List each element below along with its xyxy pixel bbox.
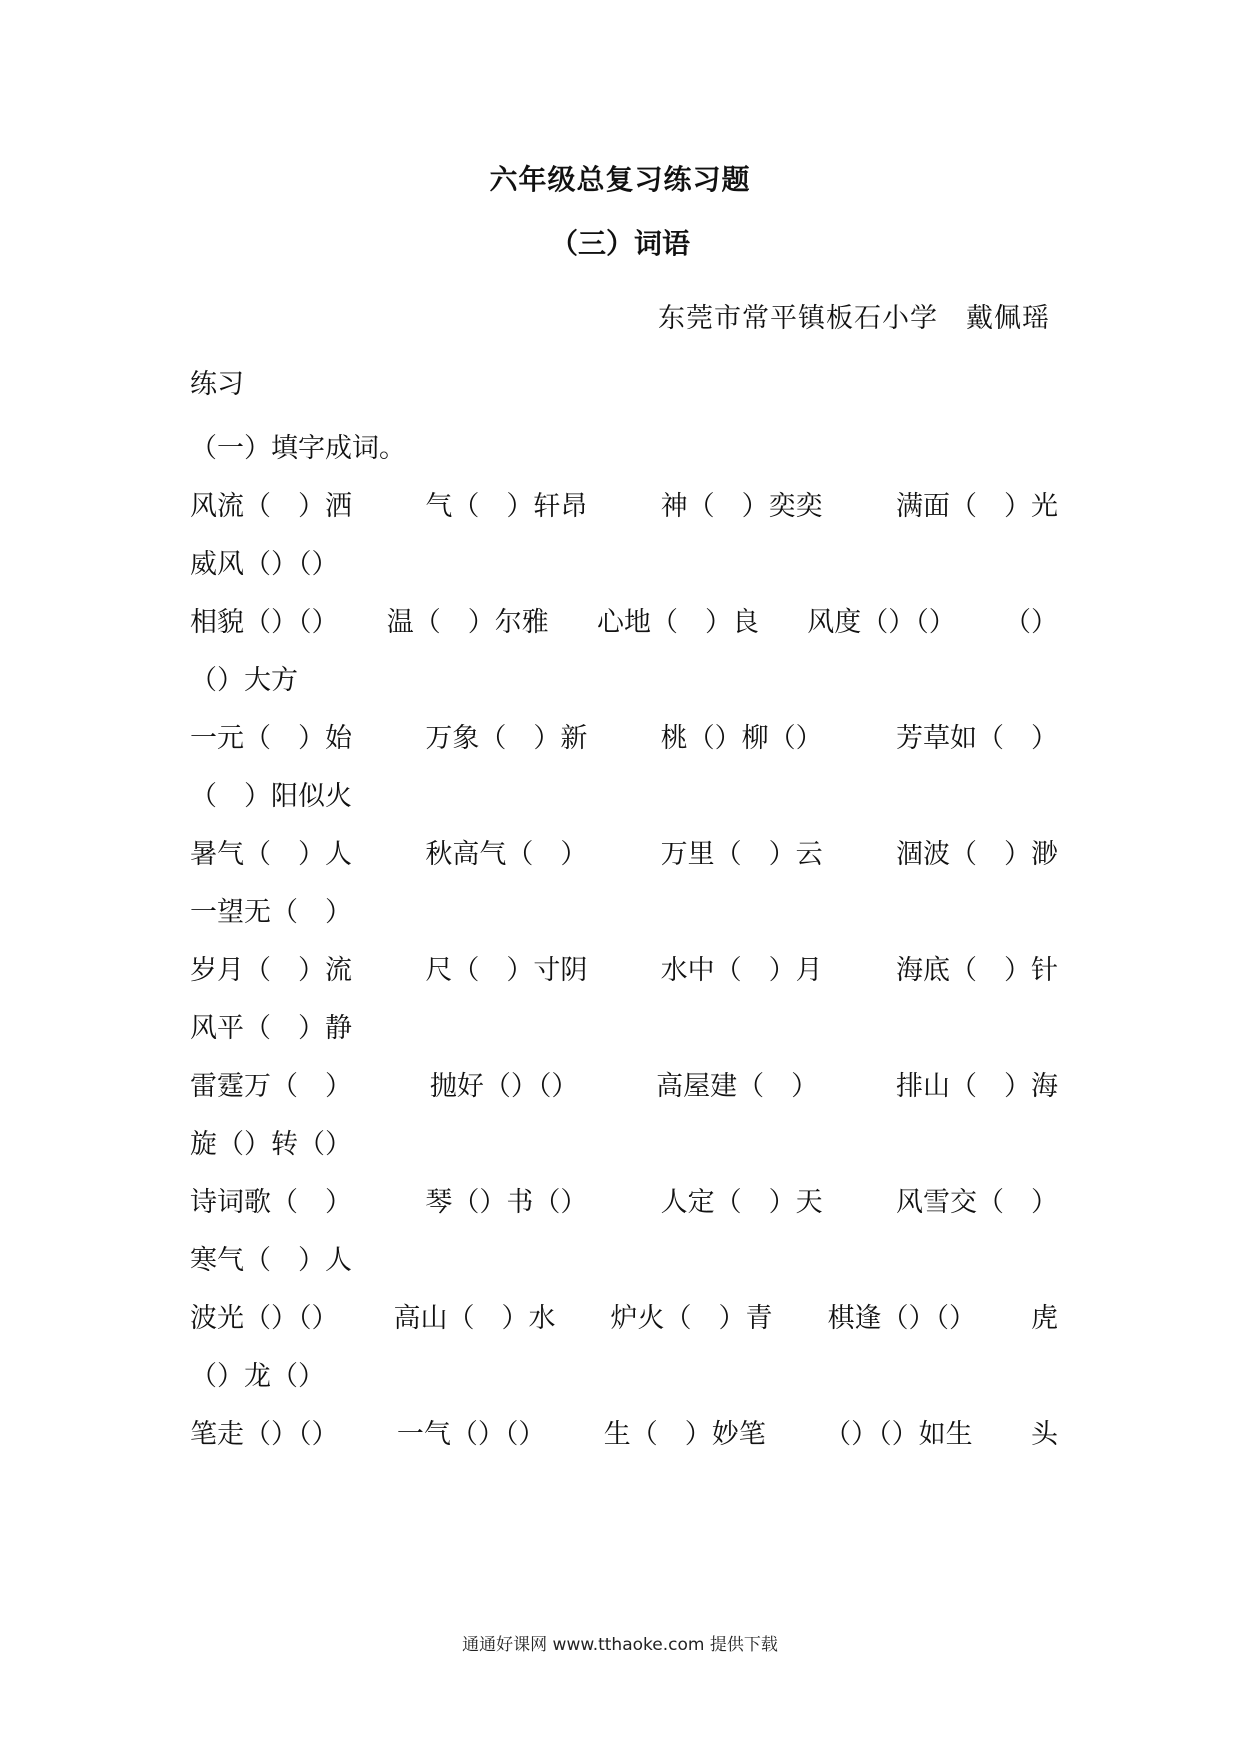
exercise-item: （）龙（）: [190, 1361, 325, 1392]
exercise-item: 水中（ ）月: [660, 955, 823, 986]
page-title: 六年级总复习练习题: [489, 163, 751, 196]
exercise-item: 满面（ ）光: [895, 491, 1058, 522]
exercise-item: 秋高气（ ）: [425, 839, 588, 870]
exercise-item: 风流（ ）洒: [190, 491, 352, 522]
exercise-line: [190, 1238, 1058, 1277]
exercise-item: 神（ ）奕奕: [660, 491, 823, 522]
exercise-item: 涸波（ ）渺: [895, 839, 1058, 870]
exercise-item: 心地（ ）良: [597, 607, 759, 638]
exercise-line: [190, 1006, 1058, 1045]
exercise-line: [190, 948, 1058, 987]
exercise-item: 高山（ ）水: [393, 1303, 556, 1334]
exercise-item: 生（ ）妙笔: [603, 1419, 766, 1450]
exercise-item: 棋逢（）（）: [827, 1303, 976, 1334]
exercise-item: 排山（ ）海: [895, 1071, 1058, 1102]
exercise-line: [190, 542, 1058, 581]
exercise-item: 诗词歌（ ）: [190, 1187, 352, 1218]
exercise-line: [190, 600, 1058, 639]
exercise-item: 风度（）（）: [807, 607, 956, 638]
exercise-item: 一元（ ）始: [190, 723, 352, 754]
exercise-item: 海底（ ）针: [895, 955, 1058, 986]
exercise-item: 旋（）转（）: [190, 1129, 352, 1160]
exercise-instruction: （一）填字成词。: [190, 433, 406, 464]
exercise-item: 万里（ ）云: [660, 839, 823, 870]
exercise-line: [190, 1412, 1058, 1451]
exercise-item: 一望无（ ）: [190, 897, 352, 928]
exercise-item: 高屋建（ ）: [656, 1071, 819, 1102]
exercise-item: 头: [1031, 1419, 1058, 1450]
exercise-item: 寒气（ ）人: [190, 1245, 352, 1276]
exercise-item: （）（）如生: [824, 1419, 973, 1450]
exercise-item: （）: [1004, 607, 1058, 638]
exercise-line: [190, 1354, 1058, 1393]
exercise-line: [190, 832, 1058, 871]
exercise-item: （）大方: [190, 665, 298, 696]
exercise-item: 岁月（ ）流: [190, 955, 352, 986]
exercise-line: [190, 1296, 1058, 1335]
exercise-line: [190, 658, 1058, 697]
exercise-line: [190, 484, 1058, 523]
exercise-item: 风雪交（ ）: [895, 1187, 1058, 1218]
exercise-item: 琴（）书（）: [425, 1187, 588, 1218]
exercise-item: 一气（）（）: [396, 1419, 546, 1450]
exercise-item: 气（ ）轩昂: [425, 491, 588, 522]
exercise-item: 芳草如（ ）: [895, 723, 1058, 754]
exercise-item: 温（ ）尔雅: [386, 607, 549, 638]
exercise-item: 暑气（ ）人: [190, 839, 352, 870]
exercise-line: [190, 716, 1058, 755]
exercise-item: 威风（）（）: [190, 549, 339, 580]
page-footer: 通通好课网 www.tthaoke.com 提供下载: [462, 1635, 778, 1655]
exercise-item: 万象（ ）新: [425, 723, 588, 754]
exercise-item: 波光（）（）: [190, 1303, 339, 1334]
exercise-item: 虎: [1031, 1303, 1058, 1334]
exercise-item: 雷霆万（ ）: [190, 1071, 352, 1102]
exercise-line: [190, 774, 1058, 813]
author-line: 东莞市常平镇板石小学 戴佩瑶: [658, 303, 1050, 334]
exercise-item: 相貌（）（）: [190, 607, 339, 638]
exercise-item: 风平（ ）静: [190, 1013, 352, 1044]
page-subtitle: （三）词语: [549, 227, 690, 260]
exercise-line: [190, 1064, 1058, 1103]
section-label: 练习: [190, 369, 244, 400]
exercise-line: [190, 1122, 1058, 1161]
exercise-item: 炉火（ ）青: [610, 1303, 773, 1334]
exercise-item: 桃（）柳（）: [660, 723, 823, 754]
exercise-line: [190, 1180, 1058, 1219]
exercise-item: 笔走（）（）: [190, 1419, 339, 1450]
exercise-item: 尺（ ）寸阴: [425, 955, 588, 986]
exercise-line: [190, 890, 1058, 929]
exercise-item: 人定（ ）天: [660, 1187, 823, 1218]
exercise-item: （ ）阳似火: [190, 781, 352, 812]
exercise-item: 抛好（）（）: [429, 1071, 579, 1102]
